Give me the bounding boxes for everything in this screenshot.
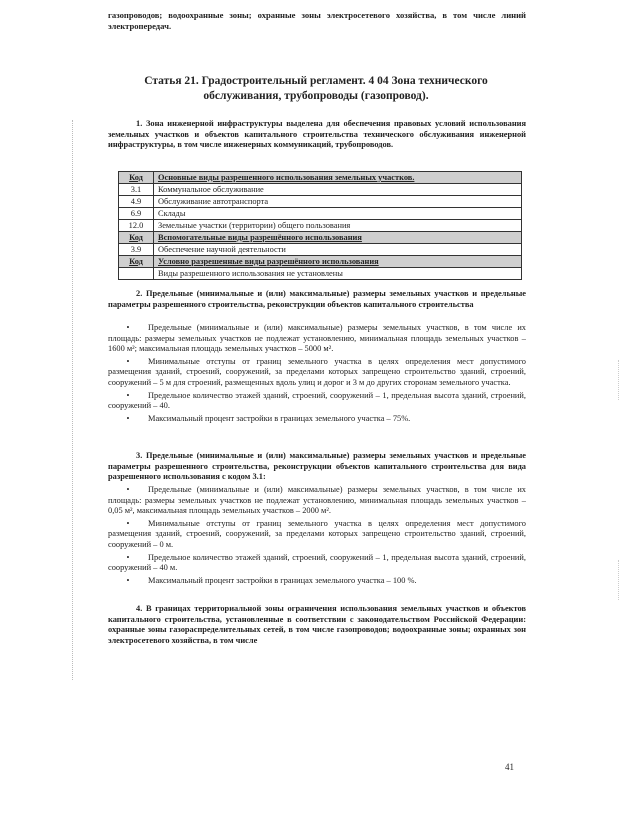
scan-artifact-mark	[618, 560, 620, 600]
section-3-title: 3. Предельные (минимальные и (или) максимальные) размеры земельных участков и предельные параметры разрешенного строительства, реконструкции объектов капитального строительства для вида разрешенного использования с кодом 3.1:	[108, 451, 526, 482]
table-header-row	[119, 172, 522, 184]
table-row	[119, 208, 522, 220]
article-heading: Статья 21. Градостроительный регламент. 4 04 Зона технического обслуживания, трубопроводы (газопровод).	[144, 75, 488, 102]
bullet-icon: •	[126, 356, 130, 366]
use-name-cell: Основные виды разрешенного использования земельных участков.	[154, 172, 522, 184]
intro-paragraph: 1. Зона инженерной инфраструктуры выделена для обеспечения правовых условий использования земельных участков и объектов капитального строительства технического обслуживания инженерной инфраструктуры, в том числе инженерных коммуникаций, трубопроводов.	[108, 119, 526, 150]
table-row	[119, 220, 522, 232]
use-name-cell: Склады	[154, 208, 522, 220]
bullet-icon: •	[126, 518, 130, 528]
list-item: • Предельное количество этажей зданий, строений, сооружений – 1, предельная высота зданий, строений, сооружений – 40 м.	[108, 552, 526, 573]
code-cell: 6.9	[119, 208, 154, 220]
code-cell: Код	[119, 256, 154, 268]
table-row	[119, 268, 522, 280]
scan-artifact-mark	[618, 360, 620, 400]
list-item: • Предельные (минимальные и (или) максимальные) размеры земельных участков, в том числе их площадь: размеры земельных участков не подлежат установлению, минимальная площадь земельных участков – 1600 м²; максимальная площадь земельных участков – 5000 м².	[108, 323, 526, 354]
use-name-cell: Земельные участки (территории) общего пользования	[154, 220, 522, 232]
table-row	[119, 196, 522, 208]
section-4-paragraph: 4. В границах территориальной зоны ограничения использования земельных участков и объектов капитального строительства, установленные в соответствии с законодательством Российской Федерации: охранные зоны газораспределительных сетей, в том числе газопроводов; водоохранные зоны; охранных зон электросетевого хозяйства, в том числе	[108, 604, 526, 645]
page-number: 41	[505, 762, 514, 772]
bullet-icon: •	[126, 575, 130, 585]
list-item: • Максимальный процент застройки в границах земельного участка – 75%.	[108, 414, 526, 425]
scan-artifact-line	[72, 120, 74, 680]
bullet-icon: •	[126, 390, 130, 400]
land-use-table	[118, 171, 522, 280]
list-item: • Предельное количество этажей зданий, строений, сооружений – 1, предельная высота зданий, строений, сооружений – 40.	[108, 390, 526, 411]
bullet-icon: •	[126, 323, 130, 332]
code-cell: 4.9	[119, 196, 154, 208]
bullet-icon: •	[126, 485, 130, 494]
list-item: • Предельные (минимальные и (или) максимальные) размеры земельных участков, в том числе их площадь: размеры земельных участков не подлежат установлению, минимальная площадь земельных участков – 0,05 м², максимальная площадь земельных участков – 2000 м².	[108, 485, 526, 516]
code-cell	[119, 268, 154, 280]
code-cell: 3.1	[119, 184, 154, 196]
table-header-row	[119, 232, 522, 244]
bullet-icon: •	[126, 552, 130, 562]
list-item: • Максимальный процент застройки в границах земельного участка – 100 %.	[108, 576, 526, 587]
continued-text: газопроводов; водоохранные зоны; охранные зоны электросетевого хозяйства, в том числе линий электропередач.	[108, 10, 526, 31]
table-header-row	[119, 256, 522, 268]
use-name-cell: Коммунальное обслуживание	[154, 184, 522, 196]
table-row	[119, 244, 522, 256]
use-name-cell: Обеспечение научной деятельности	[154, 244, 522, 256]
bullet-icon: •	[126, 413, 130, 423]
use-name-cell: Условно разрешенные виды разрешённого использования	[154, 256, 522, 268]
use-name-cell: Обслуживание автотранспорта	[154, 196, 522, 208]
code-cell: 3.9	[119, 244, 154, 256]
table-row	[119, 184, 522, 196]
code-cell: Код	[119, 232, 154, 244]
section-2-title: 2. Предельные (минимальные и (или) максимальные) размеры земельных участков и предельные параметры разрешенного строительства, реконструкции объектов капитального строительства	[108, 289, 526, 309]
list-item: • Минимальные отступы от границ земельного участка в целях определения мест допустимого размещения зданий, строений, сооружений, за пределами которых запрещено строительство зданий, строений, сооружений – 5 м для строений, размещенных вдоль улиц и дорог и 3 м до других сторонам земельного участка.	[108, 356, 526, 387]
section-3-list	[108, 485, 526, 586]
section-2-list	[108, 323, 526, 424]
use-name-cell: Виды разрешенного использования не установлены	[154, 268, 522, 280]
code-cell: 12.0	[119, 220, 154, 232]
code-cell: Код	[119, 172, 154, 184]
list-item: • Минимальные отступы от границ земельного участка в целях определения мест допустимого размещения зданий, строений, сооружений, за пределами которых запрещено строительство зданий, строений, сооружений – 0 м.	[108, 518, 526, 549]
use-name-cell: Вспомогательные виды разрешённого использования	[154, 232, 522, 244]
